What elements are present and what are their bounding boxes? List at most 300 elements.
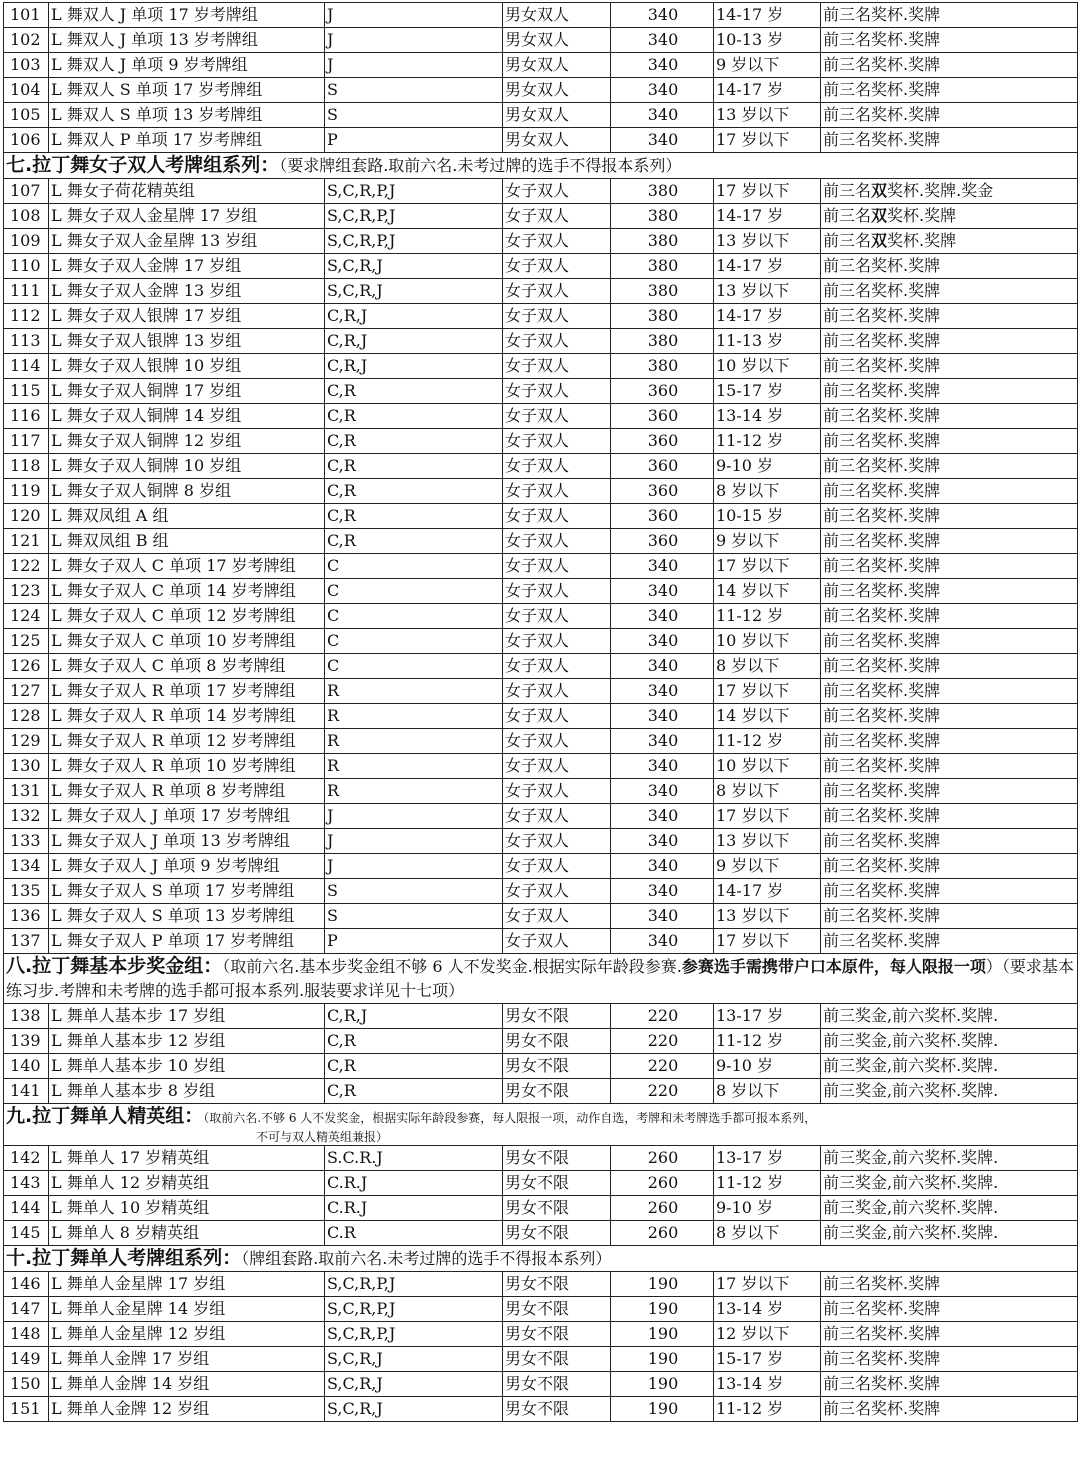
event-name: L 舞双人 J 单项 17 岁考牌组: [49, 3, 325, 28]
event-name: L 舞单人金星牌 12 岁组: [49, 1322, 325, 1347]
dances: C: [325, 654, 503, 679]
age-range: 17 岁以下: [714, 554, 821, 579]
table-row: [4, 929, 1078, 954]
entry-fee: 340: [611, 28, 714, 53]
awards: 前三名奖杯.奖牌: [821, 53, 1078, 78]
age-range: 11-12 岁: [714, 1029, 821, 1054]
awards: 前三名奖杯.奖牌: [821, 904, 1078, 929]
participant-type: 男女不限: [503, 1347, 611, 1372]
awards: 前三名奖杯.奖牌: [821, 679, 1078, 704]
entry-fee: 360: [611, 504, 714, 529]
double-award-emphasis: 双: [871, 181, 888, 200]
participant-type: 女子双人: [503, 354, 611, 379]
event-number: 129: [4, 729, 49, 754]
table-row: [4, 454, 1078, 479]
entry-fee: 340: [611, 654, 714, 679]
entry-fee: 340: [611, 829, 714, 854]
age-range: 14-17 岁: [714, 3, 821, 28]
dances: R: [325, 704, 503, 729]
event-name: L 舞女子双人金星牌 13 岁组: [49, 229, 325, 254]
dances: S: [325, 103, 503, 128]
dances: P: [325, 128, 503, 153]
table-row: [4, 1221, 1078, 1246]
event-name: L 舞女子双人铜牌 14 岁组: [49, 404, 325, 429]
table-row: [4, 379, 1078, 404]
event-number: 151: [4, 1397, 49, 1422]
dances: J: [325, 804, 503, 829]
awards: 前三名奖杯.奖牌: [821, 128, 1078, 153]
table-row: [4, 1322, 1078, 1347]
event-number: 109: [4, 229, 49, 254]
table-row: [4, 1171, 1078, 1196]
awards: 前三名奖杯.奖牌: [821, 1297, 1078, 1322]
awards: 前三名奖杯.奖牌: [821, 3, 1078, 28]
table-row: [4, 1004, 1078, 1029]
entry-fee: 340: [611, 53, 714, 78]
event-number: 146: [4, 1272, 49, 1297]
participant-type: 男女不限: [503, 1146, 611, 1171]
table-row: [4, 204, 1078, 229]
participant-type: 女子双人: [503, 179, 611, 204]
table-row: [4, 28, 1078, 53]
event-number: 133: [4, 829, 49, 854]
entry-fee: 380: [611, 254, 714, 279]
table-row: [4, 179, 1078, 204]
event-name: L 舞双人 J 单项 9 岁考牌组: [49, 53, 325, 78]
awards: 前三名奖杯.奖牌: [821, 78, 1078, 103]
participant-type: 男女不限: [503, 1079, 611, 1104]
table-row: [4, 429, 1078, 454]
event-name: L 舞双人 J 单项 13 岁考牌组: [49, 28, 325, 53]
age-range: 12 岁以下: [714, 1322, 821, 1347]
event-name: L 舞双人 P 单项 17 岁考牌组: [49, 128, 325, 153]
dances: C: [325, 629, 503, 654]
event-name: L 舞女子双人 R 单项 8 岁考牌组: [49, 779, 325, 804]
event-name: L 舞双凤组 A 组: [49, 504, 325, 529]
participant-type: 女子双人: [503, 779, 611, 804]
awards: 前三名奖杯.奖牌: [821, 304, 1078, 329]
age-range: 11-12 岁: [714, 604, 821, 629]
age-range: 8 岁以下: [714, 479, 821, 504]
entry-fee: 380: [611, 229, 714, 254]
event-number: 110: [4, 254, 49, 279]
awards: 前三名奖杯.奖牌: [821, 579, 1078, 604]
awards: 前三名奖杯.奖牌: [821, 604, 1078, 629]
event-number: 140: [4, 1054, 49, 1079]
awards: 前三名奖杯.奖牌: [821, 554, 1078, 579]
event-name: L 舞女子双人 S 单项 13 岁考牌组: [49, 904, 325, 929]
entry-fee: 360: [611, 479, 714, 504]
dances: C,R: [325, 1054, 503, 1079]
participant-type: 女子双人: [503, 229, 611, 254]
event-name: L 舞女子双人 R 单项 14 岁考牌组: [49, 704, 325, 729]
participant-type: 女子双人: [503, 504, 611, 529]
section-note-tail: ）（要求基本练习步.考牌和未考牌的选手都可报本系列.服装要求详见十七项）: [6, 957, 1074, 1000]
entry-fee: 340: [611, 679, 714, 704]
event-number: 143: [4, 1171, 49, 1196]
awards: 前三名奖杯.奖牌: [821, 929, 1078, 954]
table-row: [4, 754, 1078, 779]
table-row: [4, 304, 1078, 329]
age-range: 17 岁以下: [714, 679, 821, 704]
table-row: [4, 779, 1078, 804]
age-range: 9 岁以下: [714, 529, 821, 554]
table-row: [4, 879, 1078, 904]
awards: 前三名奖杯.奖牌: [821, 454, 1078, 479]
dances: C,R: [325, 479, 503, 504]
event-number: 105: [4, 103, 49, 128]
entry-fee: 190: [611, 1272, 714, 1297]
participant-type: 男女不限: [503, 1054, 611, 1079]
participant-type: 女子双人: [503, 754, 611, 779]
event-name: L 舞单人基本步 12 岁组: [49, 1029, 325, 1054]
table-row: [4, 1347, 1078, 1372]
awards: 前三名奖杯.奖牌: [821, 654, 1078, 679]
table-row: [4, 829, 1078, 854]
dances: C.R.J: [325, 1196, 503, 1221]
entry-fee: 190: [611, 1322, 714, 1347]
dances: S,C,R,P,J: [325, 204, 503, 229]
event-name: L 舞女子双人 P 单项 17 岁考牌组: [49, 929, 325, 954]
awards: 前三名奖杯.奖牌: [821, 28, 1078, 53]
awards: 前三名双奖杯.奖牌.奖金: [821, 179, 1078, 204]
dances: C: [325, 604, 503, 629]
event-number: 135: [4, 879, 49, 904]
age-range: 17 岁以下: [714, 179, 821, 204]
age-range: 13-14 岁: [714, 1372, 821, 1397]
age-range: 17 岁以下: [714, 128, 821, 153]
participant-type: 女子双人: [503, 729, 611, 754]
table-row: [4, 1196, 1078, 1221]
age-range: 17 岁以下: [714, 1272, 821, 1297]
entry-fee: 360: [611, 454, 714, 479]
awards: 前三名奖杯.奖牌: [821, 629, 1078, 654]
event-number: 125: [4, 629, 49, 654]
event-number: 123: [4, 579, 49, 604]
table-row: [4, 529, 1078, 554]
participant-type: 女子双人: [503, 479, 611, 504]
entry-fee: 260: [611, 1221, 714, 1246]
age-range: 9 岁以下: [714, 854, 821, 879]
event-name: L 舞女子双人 S 单项 17 岁考牌组: [49, 879, 325, 904]
event-name: L 舞单人金星牌 17 岁组: [49, 1272, 325, 1297]
dances: J: [325, 3, 503, 28]
participant-type: 男女不限: [503, 1171, 611, 1196]
dances: S: [325, 879, 503, 904]
awards: 前三名奖杯.奖牌: [821, 729, 1078, 754]
event-number: 148: [4, 1322, 49, 1347]
table-row: [4, 329, 1078, 354]
age-range: 13 岁以下: [714, 103, 821, 128]
age-range: 11-12 岁: [714, 729, 821, 754]
participant-type: 男女不限: [503, 1372, 611, 1397]
event-name: L 舞女子双人 R 单项 12 岁考牌组: [49, 729, 325, 754]
table-row: [4, 804, 1078, 829]
table-row: [4, 854, 1078, 879]
dances: S,C,R,P,J: [325, 1272, 503, 1297]
awards: 前三名奖杯.奖牌: [821, 529, 1078, 554]
awards: 前三名奖杯.奖牌: [821, 254, 1078, 279]
event-number: 102: [4, 28, 49, 53]
table-row: [4, 229, 1078, 254]
table-row: [4, 1272, 1078, 1297]
event-name: L 舞女子双人 J 单项 13 岁考牌组: [49, 829, 325, 854]
section-header-cell: [4, 954, 1078, 1004]
awards: 前三名奖杯.奖牌: [821, 103, 1078, 128]
event-number: 142: [4, 1146, 49, 1171]
event-number: 104: [4, 78, 49, 103]
event-number: 124: [4, 604, 49, 629]
awards: 前三名奖杯.奖牌: [821, 804, 1078, 829]
awards: 前三名奖杯.奖牌: [821, 329, 1078, 354]
participant-type: 男女双人: [503, 28, 611, 53]
dances: S: [325, 78, 503, 103]
age-range: 17 岁以下: [714, 929, 821, 954]
entry-fee: 220: [611, 1054, 714, 1079]
entry-fee: 380: [611, 179, 714, 204]
participant-type: 男女双人: [503, 103, 611, 128]
table-row: [4, 479, 1078, 504]
awards: 前三名奖杯.奖牌: [821, 1372, 1078, 1397]
dances: J: [325, 28, 503, 53]
competition-table: [3, 2, 1078, 1422]
age-range: 8 岁以下: [714, 1079, 821, 1104]
age-range: 11-12 岁: [714, 429, 821, 454]
event-number: 117: [4, 429, 49, 454]
event-number: 111: [4, 279, 49, 304]
table-row: [4, 1297, 1078, 1322]
participant-type: 男女不限: [503, 1221, 611, 1246]
section-header: [4, 153, 1078, 179]
event-number: 147: [4, 1297, 49, 1322]
participant-type: 女子双人: [503, 279, 611, 304]
event-number: 103: [4, 53, 49, 78]
entry-fee: 360: [611, 404, 714, 429]
dances: P: [325, 929, 503, 954]
table-row: [4, 103, 1078, 128]
entry-fee: 340: [611, 579, 714, 604]
event-name: L 舞单人 8 岁精英组: [49, 1221, 325, 1246]
section-header-cell: [4, 1104, 1078, 1146]
entry-fee: 340: [611, 929, 714, 954]
double-award-emphasis: 双: [871, 206, 888, 225]
entry-fee: 380: [611, 204, 714, 229]
event-number: 127: [4, 679, 49, 704]
section-title: 七.拉丁舞女子双人考牌组系列：: [6, 154, 280, 176]
dances: J: [325, 854, 503, 879]
dances: C,R,J: [325, 304, 503, 329]
participant-type: 女子双人: [503, 704, 611, 729]
age-range: 13-14 岁: [714, 1297, 821, 1322]
section-note: （取前六名.不够 6 人不发奖金，根据实际年龄段参赛，每人限报一项，动作自选，考牌和未考牌选手都可报本系列，: [203, 1111, 817, 1125]
participant-type: 女子双人: [503, 679, 611, 704]
participant-type: 女子双人: [503, 804, 611, 829]
entry-fee: 340: [611, 629, 714, 654]
awards: 前三名奖杯.奖牌: [821, 354, 1078, 379]
section-header: [4, 1246, 1078, 1272]
event-number: 139: [4, 1029, 49, 1054]
age-range: 11-13 岁: [714, 329, 821, 354]
participant-type: 女子双人: [503, 554, 611, 579]
event-name: L 舞女子双人金星牌 17 岁组: [49, 204, 325, 229]
event-number: 138: [4, 1004, 49, 1029]
event-number: 136: [4, 904, 49, 929]
participant-type: 男女不限: [503, 1004, 611, 1029]
dances: C,R: [325, 379, 503, 404]
age-range: 14-17 岁: [714, 254, 821, 279]
event-name: L 舞女子双人铜牌 8 岁组: [49, 479, 325, 504]
participant-type: 女子双人: [503, 629, 611, 654]
event-name: L 舞女子双人 C 单项 12 岁考牌组: [49, 604, 325, 629]
table-row: [4, 354, 1078, 379]
event-name: L 舞女子双人铜牌 10 岁组: [49, 454, 325, 479]
participant-type: 男女不限: [503, 1297, 611, 1322]
event-number: 118: [4, 454, 49, 479]
age-range: 14-17 岁: [714, 78, 821, 103]
event-name: L 舞单人基本步 8 岁组: [49, 1079, 325, 1104]
participant-type: 男女不限: [503, 1322, 611, 1347]
entry-fee: 340: [611, 879, 714, 904]
dances: C,R: [325, 1029, 503, 1054]
table-row: [4, 654, 1078, 679]
awards: 前三名奖杯.奖牌: [821, 429, 1078, 454]
event-name: L 舞单人 17 岁精英组: [49, 1146, 325, 1171]
event-name: L 舞单人金星牌 14 岁组: [49, 1297, 325, 1322]
awards: 前三名奖杯.奖牌: [821, 1272, 1078, 1297]
table-row: [4, 1146, 1078, 1171]
age-range: 14 岁以下: [714, 579, 821, 604]
table-row: [4, 1079, 1078, 1104]
awards: 前三奖金,前六奖杯.奖牌.: [821, 1221, 1078, 1246]
age-range: 10 岁以下: [714, 354, 821, 379]
table-row: [4, 729, 1078, 754]
participant-type: 女子双人: [503, 254, 611, 279]
awards: 前三名奖杯.奖牌: [821, 779, 1078, 804]
event-name: L 舞女子双人 C 单项 17 岁考牌组: [49, 554, 325, 579]
table-row: [4, 579, 1078, 604]
event-name: L 舞女子双人金牌 13 岁组: [49, 279, 325, 304]
dances: R: [325, 729, 503, 754]
event-name: L 舞单人基本步 17 岁组: [49, 1004, 325, 1029]
age-range: 8 岁以下: [714, 779, 821, 804]
section-header: [4, 954, 1078, 1004]
event-number: 114: [4, 354, 49, 379]
event-number: 101: [4, 3, 49, 28]
participant-type: 男女不限: [503, 1029, 611, 1054]
participant-type: 女子双人: [503, 454, 611, 479]
table-row: [4, 1397, 1078, 1422]
participant-type: 女子双人: [503, 529, 611, 554]
entry-fee: 340: [611, 779, 714, 804]
dances: C: [325, 579, 503, 604]
age-range: 10-13 岁: [714, 28, 821, 53]
awards: 前三名双奖杯.奖牌: [821, 229, 1078, 254]
event-name: L 舞双凤组 B 组: [49, 529, 325, 554]
awards: 前三名奖杯.奖牌: [821, 854, 1078, 879]
participant-type: 男女不限: [503, 1397, 611, 1422]
participant-type: 男女双人: [503, 3, 611, 28]
event-name: L 舞女子双人银牌 13 岁组: [49, 329, 325, 354]
event-name: L 舞单人 12 岁精英组: [49, 1171, 325, 1196]
event-name: L 舞双人 S 单项 13 岁考牌组: [49, 103, 325, 128]
event-number: 137: [4, 929, 49, 954]
age-range: 9-10 岁: [714, 1054, 821, 1079]
event-name: L 舞女子双人铜牌 17 岁组: [49, 379, 325, 404]
double-award-emphasis: 双: [871, 231, 888, 250]
dances: C,R: [325, 504, 503, 529]
section-header-cell: [4, 1246, 1078, 1272]
entry-fee: 380: [611, 354, 714, 379]
participant-type: 男女不限: [503, 1196, 611, 1221]
entry-fee: 190: [611, 1372, 714, 1397]
table-row: [4, 53, 1078, 78]
age-range: 14-17 岁: [714, 879, 821, 904]
entry-fee: 190: [611, 1347, 714, 1372]
awards: 前三名奖杯.奖牌: [821, 754, 1078, 779]
age-range: 17 岁以下: [714, 804, 821, 829]
event-number: 141: [4, 1079, 49, 1104]
dances: S,C,R,J: [325, 279, 503, 304]
participant-type: 女子双人: [503, 579, 611, 604]
participant-type: 女子双人: [503, 379, 611, 404]
event-number: 112: [4, 304, 49, 329]
participant-type: 女子双人: [503, 654, 611, 679]
age-range: 13 岁以下: [714, 279, 821, 304]
dances: R: [325, 754, 503, 779]
age-range: 13 岁以下: [714, 904, 821, 929]
awards: 前三名奖杯.奖牌: [821, 1347, 1078, 1372]
table-row: [4, 254, 1078, 279]
event-name: L 舞女子双人 R 单项 10 岁考牌组: [49, 754, 325, 779]
participant-type: 男女双人: [503, 53, 611, 78]
entry-fee: 220: [611, 1004, 714, 1029]
table-row: [4, 679, 1078, 704]
awards: 前三名奖杯.奖牌: [821, 879, 1078, 904]
table-row: [4, 404, 1078, 429]
awards: 前三奖金,前六奖杯.奖牌.: [821, 1171, 1078, 1196]
entry-fee: 340: [611, 604, 714, 629]
participant-type: 女子双人: [503, 604, 611, 629]
table-row: [4, 128, 1078, 153]
dances: C.R: [325, 1221, 503, 1246]
dances: C: [325, 554, 503, 579]
entry-fee: 340: [611, 103, 714, 128]
entry-fee: 360: [611, 429, 714, 454]
event-name: L 舞单人金牌 17 岁组: [49, 1347, 325, 1372]
event-number: 134: [4, 854, 49, 879]
event-number: 131: [4, 779, 49, 804]
event-name: L 舞女子双人银牌 17 岁组: [49, 304, 325, 329]
table-row: [4, 904, 1078, 929]
awards: 前三奖金,前六奖杯.奖牌.: [821, 1079, 1078, 1104]
event-name: L 舞女子双人 R 单项 17 岁考牌组: [49, 679, 325, 704]
dances: S.C.R.J: [325, 1146, 503, 1171]
dances: C,R,J: [325, 354, 503, 379]
event-number: 144: [4, 1196, 49, 1221]
section-note-emphasis: 参赛选手需携带户口本原件，每人限报一项: [681, 957, 986, 976]
age-range: 9 岁以下: [714, 53, 821, 78]
participant-type: 男女不限: [503, 1272, 611, 1297]
entry-fee: 380: [611, 279, 714, 304]
dances: S,C,R,J: [325, 1372, 503, 1397]
event-number: 132: [4, 804, 49, 829]
entry-fee: 380: [611, 329, 714, 354]
dances: S,C,R,J: [325, 1347, 503, 1372]
event-number: 122: [4, 554, 49, 579]
age-range: 11-12 岁: [714, 1171, 821, 1196]
age-range: 10 岁以下: [714, 754, 821, 779]
entry-fee: 220: [611, 1029, 714, 1054]
